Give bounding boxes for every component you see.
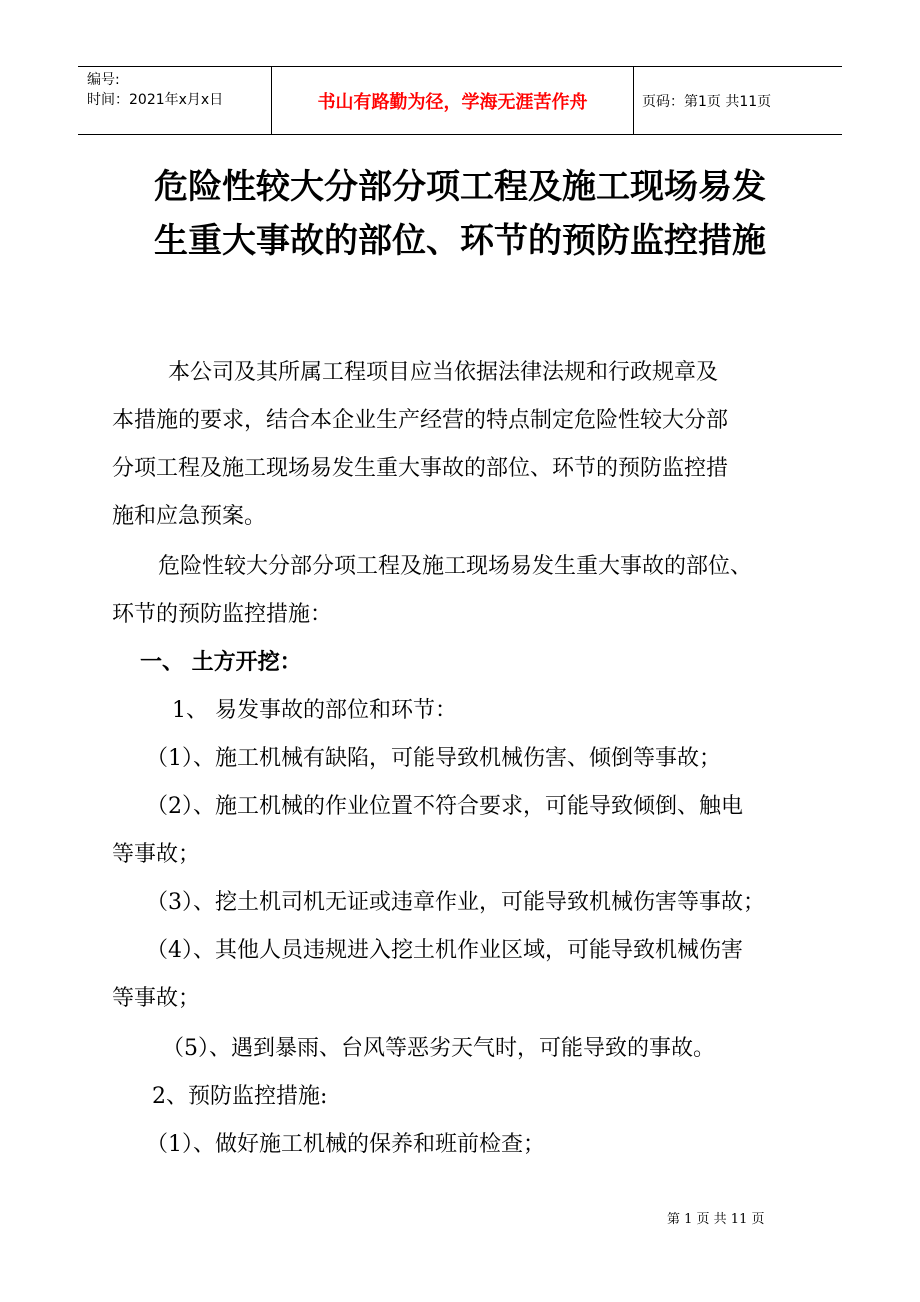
subheading-accident-locations: 1、 易发事故的部位和环节： — [172, 698, 457, 723]
header-table — [78, 66, 842, 135]
list-item-3: （3）、挖土机司机无证或违章作业，可能导致机械伤害等事故； — [146, 890, 765, 915]
title-line-2: 生重大事故的部位、环节的预防监控措施 — [154, 221, 766, 261]
header-page-cell — [634, 67, 842, 134]
header-page-info: 页码：第1页 共11页 — [642, 93, 772, 110]
header-meta-cell — [78, 67, 272, 134]
header-motto: 书山有路勤为径，学海无涯苦作舟 — [317, 91, 588, 113]
measure-item-1: （1）、做好施工机械的保养和班前检查； — [146, 1132, 545, 1157]
paragraph-1-line-1: 本公司及其所属工程项目应当依据法律法规和行政规章及 — [168, 360, 719, 385]
paragraph-2-line-1: 危险性较大分部分项工程及施工现场易发生重大事故的部位、 — [158, 554, 753, 579]
list-item-4-line-1: （4）、其他人员违规进入挖土机作业区域，可能导致机械伤害 — [146, 938, 743, 963]
paragraph-1-line-4: 施和应急预案。 — [112, 504, 267, 529]
document-number-label: 编号: — [87, 72, 120, 88]
title-line-1: 危险性较大分部分项工程及施工现场易发 — [154, 167, 766, 207]
document-date: 时间：2021年x月x日 — [87, 92, 224, 108]
section-heading-earthwork: 一、 土方开挖： — [140, 650, 302, 675]
list-item-4-line-2: 等事故； — [112, 986, 201, 1011]
subheading-prevention-measures: 2、预防监控措施: — [152, 1084, 328, 1109]
paragraph-1-line-2: 本措施的要求，结合本企业生产经营的特点制定危险性较大分部 — [112, 408, 729, 433]
footer-page-number: 第 1 页 共 11 页 — [667, 1212, 765, 1227]
paragraph-1-line-3: 分项工程及施工现场易发生重大事故的部位、环节的预防监控措 — [112, 456, 729, 481]
header-motto-cell — [272, 67, 634, 134]
document-title — [0, 160, 920, 268]
list-item-2-line-2: 等事故； — [112, 842, 201, 867]
list-item-1: （1）、施工机械有缺陷，可能导致机械伤害、倾倒等事故； — [146, 746, 721, 771]
list-item-5: （5）、遇到暴雨、台风等恶劣天气时，可能导致的事故。 — [162, 1036, 715, 1061]
list-item-2-line-1: （2）、施工机械的作业位置不符合要求，可能导致倾倒、触电 — [146, 794, 743, 819]
paragraph-2-line-2: 环节的预防监控措施： — [112, 602, 333, 627]
